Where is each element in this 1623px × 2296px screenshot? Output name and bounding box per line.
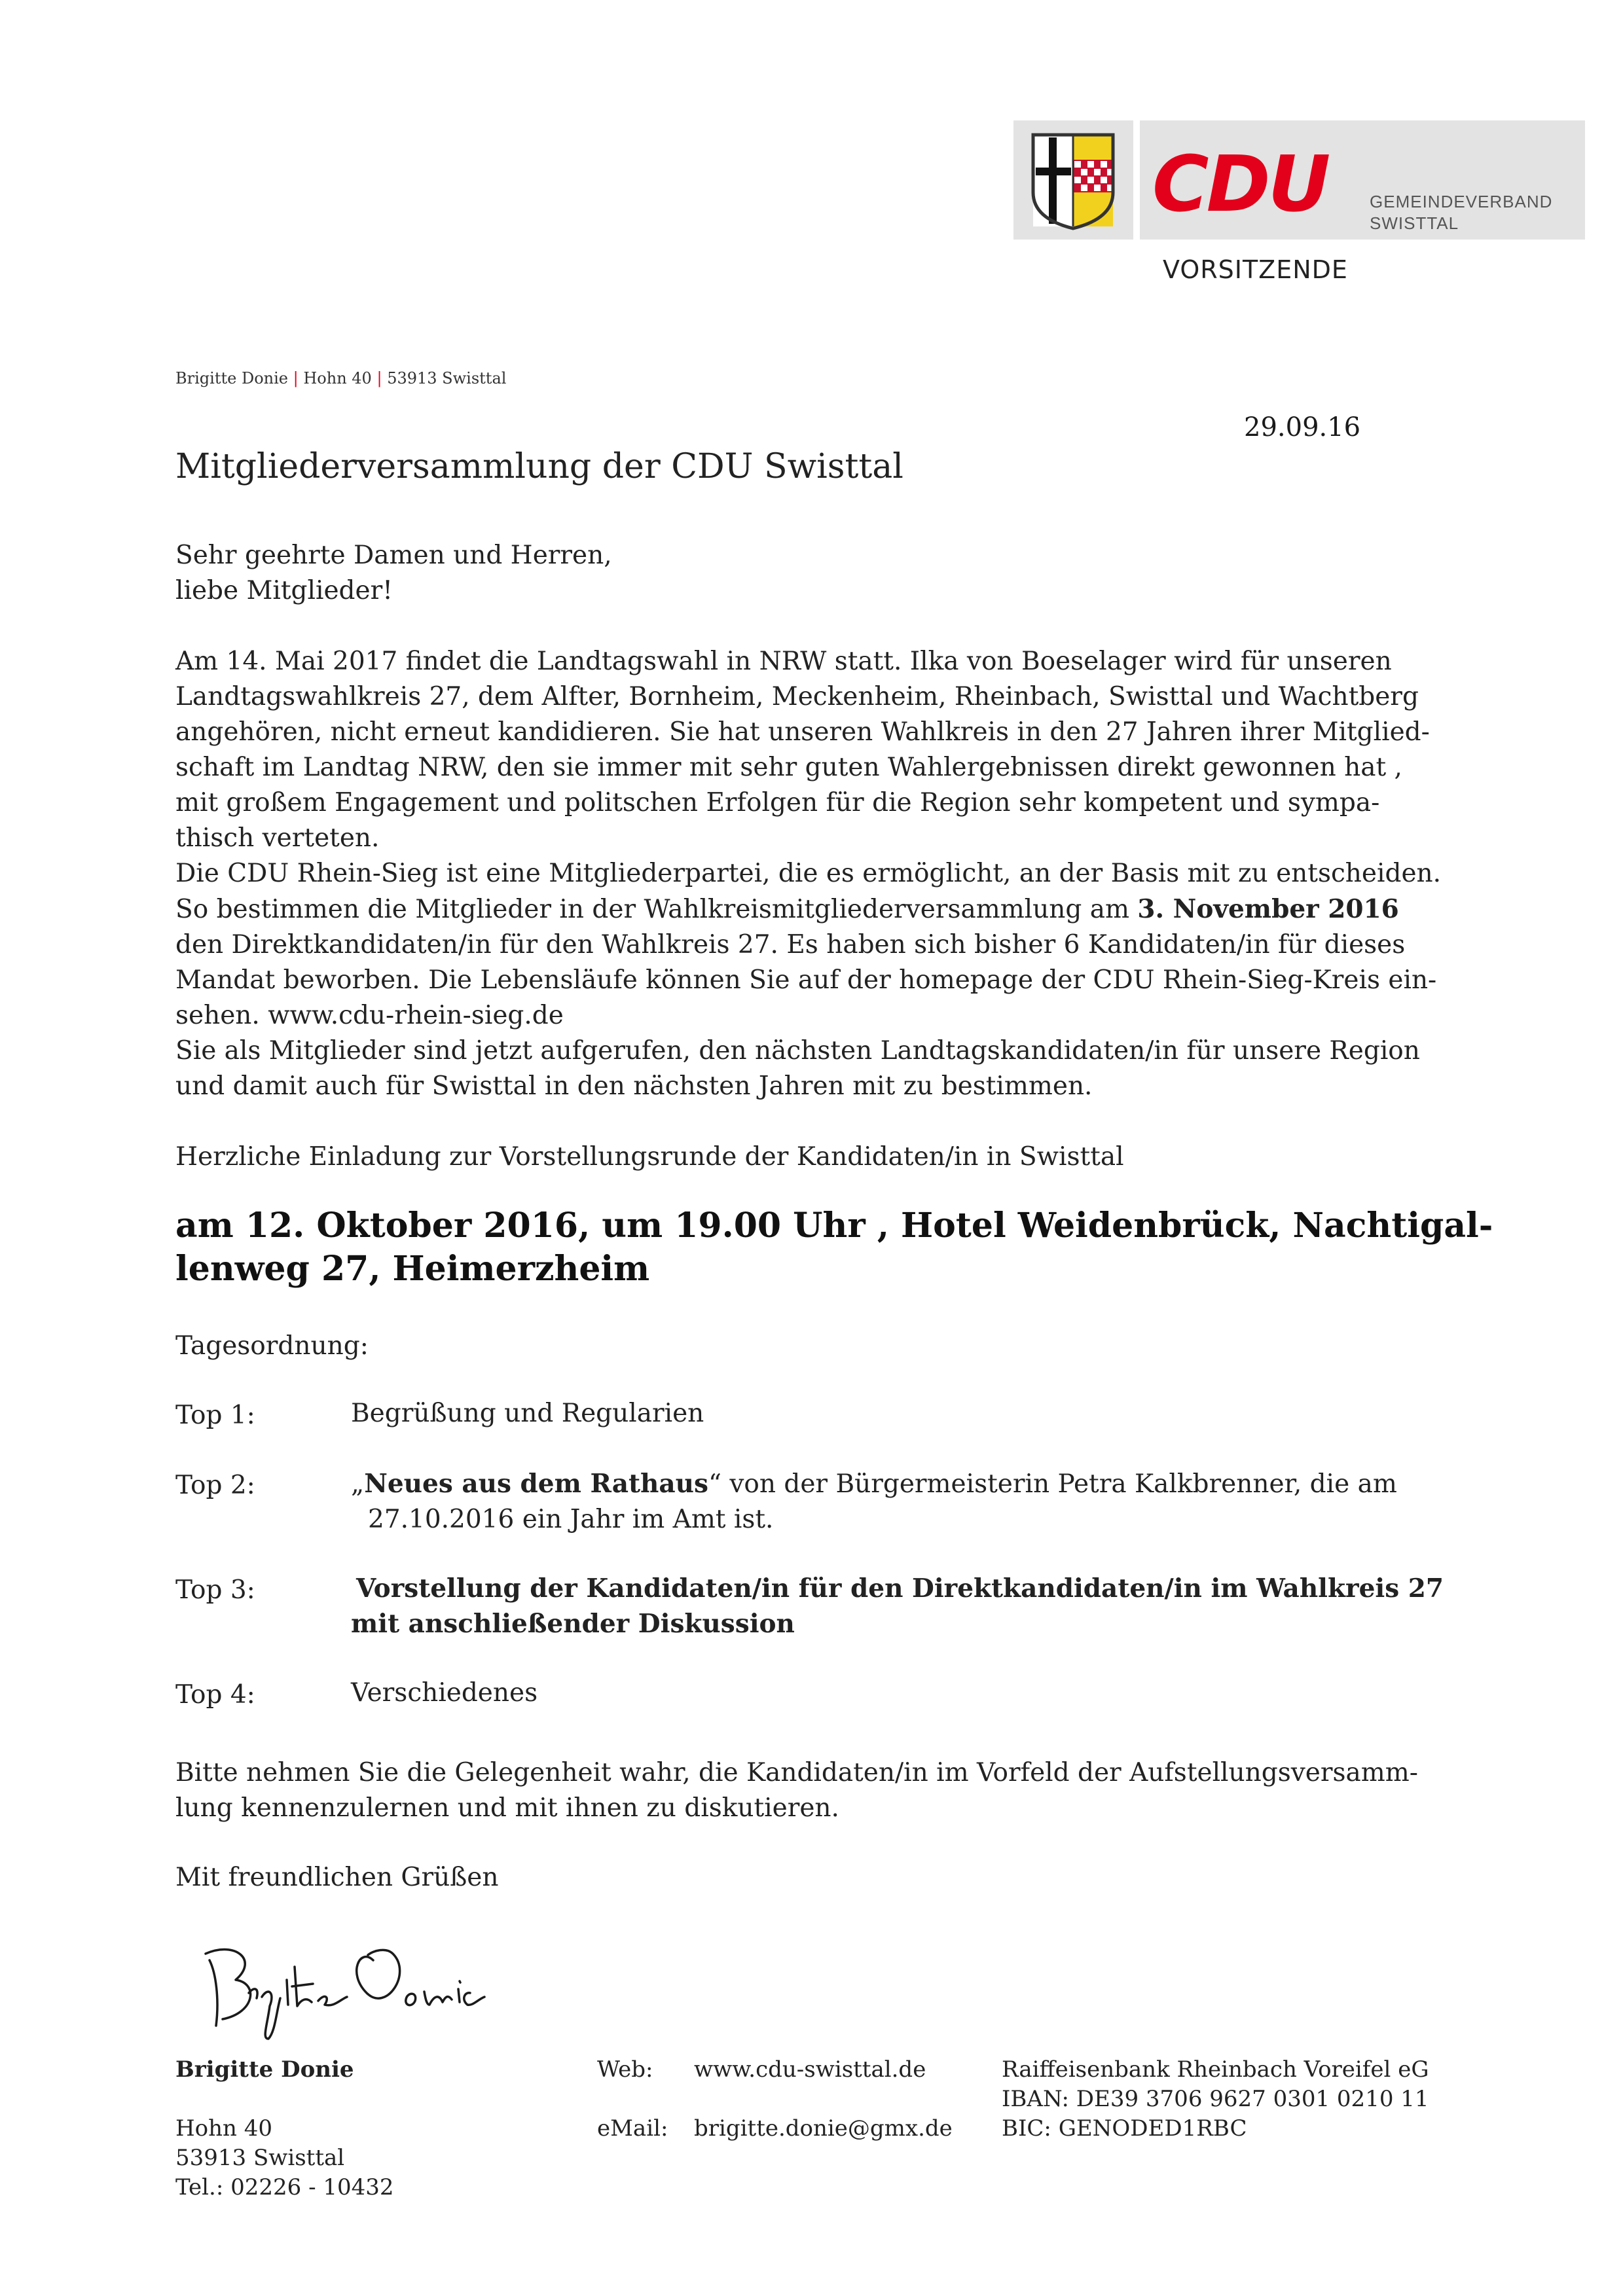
- footer-web-label: Web:: [597, 2056, 653, 2083]
- agenda-item-2-line: 27.10.2016 ein Jahr im Amt ist.: [368, 1505, 774, 1534]
- body-line: Landtagswahlkreis 27, dem Alfter, Bornheim, Meckenheim, Rheinbach, Swisttal und Wachtberg: [175, 682, 1419, 711]
- footer-iban: IBAN: DE39 3706 9627 0301 0210 11: [1002, 2086, 1429, 2112]
- quote-open: „: [351, 1469, 365, 1499]
- agenda-item-3: [351, 1571, 1444, 1641]
- organization-line-1: GEMEINDEVERBAND: [1370, 192, 1553, 211]
- footer-city: 53913 Swisttal: [175, 2145, 345, 2171]
- separator: |: [293, 369, 299, 387]
- footer-name: Brigitte Donie: [175, 2056, 354, 2083]
- body-line: Am 14. Mai 2017 findet die Landtagswahl in NRW statt. Ilka von Boeselager wird für unseren: [175, 647, 1392, 676]
- regards: Mit freundlichen Grüßen: [175, 1863, 499, 1892]
- body-line: [175, 891, 1446, 927]
- sender-name: Brigitte Donie: [175, 369, 288, 387]
- closing-line: Bitte nehmen Sie die Gelegenheit wahr, die Kandidaten/in im Vorfeld der Aufstellungsversamm-: [175, 1758, 1418, 1787]
- organization-line-2: SWISTTAL: [1370, 213, 1459, 233]
- salutation-line: liebe Mitglieder!: [175, 576, 393, 605]
- sender-line: [175, 369, 506, 387]
- footer-email-link[interactable]: brigitte.donie@gmx.de: [694, 2115, 953, 2142]
- body-line: schaft im Landtag NRW, den sie immer mit sehr guten Wahlergebnissen direkt gewonnen hat ,: [175, 753, 1402, 782]
- letter-date: 29.09.16: [1244, 412, 1361, 442]
- salutation-line: Sehr geehrte Damen und Herren,: [175, 541, 612, 570]
- crest-background: [1013, 120, 1133, 240]
- body-line: angehören, nicht erneut kandidieren. Sie hat unseren Wahlkreis in den 27 Jahren ihrer Mitglied-: [175, 717, 1430, 747]
- agenda-item-2-text: “ von der Bürgermeisterin Petra Kalkbrenner, die am: [708, 1469, 1397, 1499]
- body-line: Die CDU Rhein-Sieg ist eine Mitgliederpartei, die es ermöglicht, an der Basis mit zu entscheiden.: [175, 859, 1442, 888]
- sender-street: Hohn 40: [303, 369, 372, 387]
- closing-paragraph: [175, 1755, 1418, 1826]
- agenda-item-2: [351, 1466, 1397, 1537]
- letter-subject: Mitgliederversammlung der CDU Swisttal: [175, 447, 903, 486]
- role-title: VORSITZENDE: [1163, 255, 1348, 284]
- footer-bank-name: Raiffeisenbank Rheinbach Voreifel eG: [1002, 2056, 1429, 2083]
- agenda-label-1: Top 1:: [175, 1401, 255, 1430]
- signature-icon: [196, 1934, 511, 2049]
- footer-website-link[interactable]: www.cdu-swisttal.de: [694, 2056, 926, 2083]
- agenda-label-3: Top 3:: [175, 1575, 255, 1605]
- body-line: Mandat beworben. Die Lebensläufe können Sie auf der homepage der CDU Rhein-Sieg-Kreis ein-: [175, 965, 1437, 995]
- body-paragraph: [175, 644, 1446, 1104]
- body-line: und damit auch für Swisttal in den nächsten Jahren mit zu bestimmen.: [175, 1071, 1093, 1101]
- invitation-line: Herzliche Einladung zur Vorstellungsrunde der Kandidaten/in in Swisttal: [175, 1142, 1124, 1172]
- footer-bic: BIC: GENODED1RBC: [1002, 2115, 1247, 2142]
- agenda-item-4: Verschiedenes: [351, 1678, 538, 1708]
- agenda-label-4: Top 4:: [175, 1680, 255, 1710]
- closing-line: lung kennenzulernen und mit ihnen zu diskutieren.: [175, 1793, 839, 1823]
- body-line: thisch verteten.: [175, 823, 380, 853]
- agenda-item-1: Begrüßung und Regularien: [351, 1399, 704, 1428]
- separator: |: [376, 369, 382, 387]
- coat-of-arms-icon: [1013, 120, 1133, 240]
- letter-body: [175, 538, 1446, 1210]
- party-logo: CDU: [1152, 139, 1328, 229]
- agenda-title: Tagesordnung:: [175, 1331, 369, 1361]
- body-line: sehen. www.cdu-rhein-sieg.de: [175, 1001, 564, 1030]
- agenda-item-2-line: [351, 1466, 1397, 1502]
- agenda-item-3-line: Vorstellung der Kandidaten/in für den Direktkandidaten/in im Wahlkreis 27: [356, 1573, 1444, 1604]
- body-line: Sie als Mitglieder sind jetzt aufgerufen, den nächsten Landtagskandidaten/in für unsere Region: [175, 1036, 1420, 1066]
- event-line: am 12. Oktober 2016, um 19.00 Uhr , Hotel Weidenbrück, Nachtigal-: [175, 1206, 1493, 1246]
- organization-name: [1370, 191, 1552, 234]
- agenda-item-3-line: mit anschließender Diskussion: [351, 1609, 795, 1639]
- body-line: mit großem Engagement und politschen Erfolgen für die Region sehr kompetent und sympa-: [175, 788, 1380, 817]
- footer-address: [175, 2114, 394, 2202]
- agenda-item-2-title: Neues aus dem Rathaus: [364, 1469, 708, 1499]
- footer-bank: [1002, 2055, 1429, 2144]
- footer-email-label: eMail:: [597, 2115, 668, 2142]
- footer-phone: Tel.: 02226 - 10432: [175, 2174, 394, 2200]
- salutation: [175, 538, 1446, 609]
- body-line-text: So bestimmen die Mitglieder in der Wahlkreismitgliederversammlung am: [175, 895, 1138, 924]
- event-line: lenweg 27, Heimerzheim: [175, 1249, 650, 1289]
- footer-street: Hohn 40: [175, 2115, 272, 2142]
- body-line: den Direktkandidaten/in für den Wahlkreis 27. Es haben sich bisher 6 Kandidaten/in für dieses: [175, 930, 1406, 960]
- agenda-label-2: Top 2:: [175, 1471, 255, 1500]
- event-details: [175, 1204, 1493, 1291]
- sender-city: 53913 Swisttal: [387, 369, 507, 387]
- assembly-date: 3. November 2016: [1137, 894, 1399, 924]
